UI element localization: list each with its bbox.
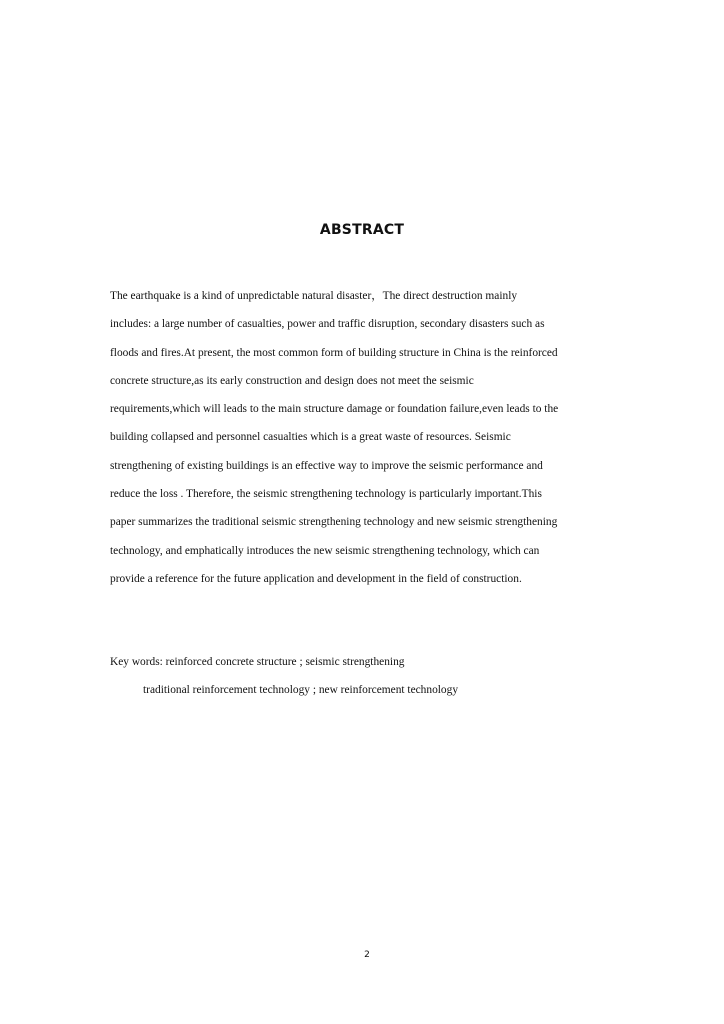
abstract-line: provide a reference for the future application and development in the field of construction.	[110, 572, 522, 585]
page-number: 2	[364, 950, 370, 960]
abstract-line: technology, and emphatically introduces the new seismic strengthening technology, which can	[110, 544, 540, 557]
abstract-line: paper summarizes the traditional seismic strengthening technology and new seismic strengthening	[110, 516, 558, 529]
abstract-line: requirements,which will leads to the main structure damage or foundation failure,even leads to the	[110, 403, 559, 416]
abstract-line: strengthening of existing buildings is an effective way to improve the seismic performance and	[110, 459, 543, 472]
abstract-line: The earthquake is a kind of unpredictable natural disaster，The direct destruction mainly	[110, 290, 518, 302]
abstract-line: floods and fires.At present, the most common form of building structure in China is the reinforced	[110, 346, 558, 359]
keywords-line-1: Key words: reinforced concrete structure ; seismic strengthening	[110, 656, 405, 668]
abstract-line: concrete structure,as its early construction and design does not meet the seismic	[110, 374, 474, 387]
abstract-title: ABSTRACT	[319, 222, 405, 238]
abstract-body	[110, 286, 620, 597]
abstract-line: reduce the loss . Therefore, the seismic strengthening technology is particularly important.This	[110, 488, 542, 501]
keywords-line-2: traditional reinforcement technology ; new reinforcement technology	[143, 684, 459, 696]
abstract-line: building collapsed and personnel casualties which is a great waste of resources. Seismic	[110, 431, 511, 444]
keywords-section	[110, 652, 630, 708]
abstract-line: includes: a large number of casualties, power and traffic disruption, secondary disasters such as	[110, 318, 545, 331]
